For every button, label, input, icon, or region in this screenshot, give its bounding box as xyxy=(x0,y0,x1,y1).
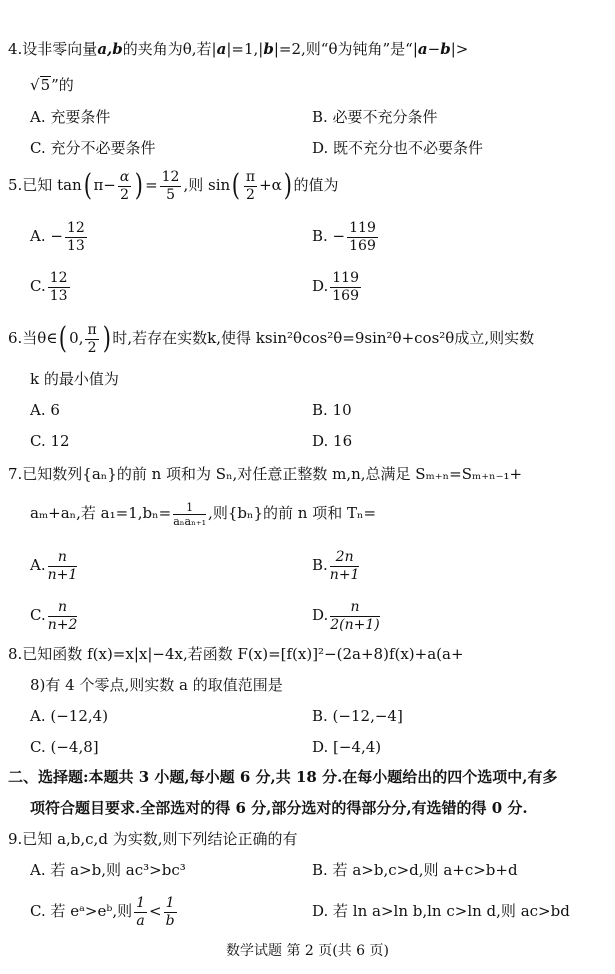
q4-option-b: B. 必要不充分条件 xyxy=(312,108,438,126)
q5-option-c: C. $\frac{12}{13}$ xyxy=(30,269,68,304)
q7-stem-line2: aₘ+aₙ,若 a₁=1,bₙ= $\frac{1}{\text{aₙaₙ₊₁}}$ ,则{bₙ}的前 n 项和 Tₙ= xyxy=(30,500,377,528)
q4-stem-line2: √5”的 xyxy=(30,76,74,94)
q6-option-a: A. 6 xyxy=(30,401,60,419)
q8-option-c: C. (−4,8] xyxy=(30,738,99,756)
sqrt-symbol: √ xyxy=(30,76,40,94)
section2-header-line2: 项符合题目要求.全部选对的得 6 分,部分选对的得部分分,有选错的得 0 分. xyxy=(30,799,528,817)
q4-option-d: D. 既不充分也不必要条件 xyxy=(312,139,484,157)
q8-option-d: D. [−4,4) xyxy=(312,738,382,756)
page-footer: 数学试题 第 2 页(共 6 页) xyxy=(226,943,389,959)
q9-option-d: D. 若 ln a>ln b,ln c>ln d,则 ac>bd xyxy=(312,902,570,920)
q7-stem-line1: 7.已知数列{aₙ}的前 n 项和为 Sₙ,对任意正整数 m,n,总满足 Sₘ₊ₙ=Sₘ₊ₙ₋₁+ xyxy=(8,465,523,483)
q5-option-d: D. $\frac{119}{169}$ xyxy=(312,269,359,304)
q5-option-b: B. − $\frac{119}{169}$ xyxy=(312,219,376,254)
q4-option-a: A. 充要条件 xyxy=(30,108,111,126)
q6-option-c: C. 12 xyxy=(30,432,70,450)
q5-stem: 5.已知 tan( π− $\frac{\alpha}{2}$ ) = $\frac{12}{5}$ ,则 sin( $\frac{\pi}{2}$ +α) 的值为 xyxy=(8,168,339,203)
q9-stem: 9.已知 a,b,c,d 为实数,则下列结论正确的有 xyxy=(8,830,298,848)
q6-stem-line2: k 的最小值为 xyxy=(30,370,119,388)
q7-option-c: C. $\frac{n}{n+2}$ xyxy=(30,598,78,633)
q8-option-a: A. (−12,4) xyxy=(30,707,109,725)
q6-stem-line1: 6.当θ∈( 0, $\frac{\pi}{2}$ ) 时,若存在实数k,使得 ksin²θcos²θ=9sin²θ+cos²θ成立,则实数 xyxy=(8,321,535,356)
q6-option-b: B. 10 xyxy=(312,401,352,419)
q7-option-d: D. $\frac{n}{2(n+1)}$ xyxy=(312,598,380,633)
q5-frac-alpha-2: $\frac{\alpha}{2}$ xyxy=(119,168,130,203)
q7-option-b: B. $\frac{2n}{n+1}$ xyxy=(312,548,360,583)
q5-frac-pi-2: $\frac{\pi}{2}$ xyxy=(245,168,256,203)
q9-option-c: C. 若 eᵃ>eᵇ,则 $\frac{1}{a}$ < $\frac{1}{b}$ xyxy=(30,894,175,929)
q8-option-b: B. (−12,−4] xyxy=(312,707,403,725)
q5-option-a: A. − $\frac{12}{13}$ xyxy=(30,219,85,254)
q9-option-a: A. 若 a>b,则 ac³>bc³ xyxy=(30,861,186,879)
q6-option-d: D. 16 xyxy=(312,432,353,450)
section2-header-line1: 二、选择题:本题共 3 小题,每小题 6 分,共 18 分.在每小题给出的四个选项中,有多 xyxy=(8,768,558,786)
q5-frac-12-5: $\frac{12}{5}$ xyxy=(161,168,180,203)
q8-stem-line1: 8.已知函数 f(x)=x|x|−4x,若函数 F(x)=[f(x)]²−(2a+8)f(x)+a(a+ xyxy=(8,645,464,663)
q9-option-b: B. 若 a>b,c>d,则 a+c>b+d xyxy=(312,861,518,879)
q4-option-c: C. 充分不必要条件 xyxy=(30,139,156,157)
q8-stem-line2: 8)有 4 个零点,则实数 a 的取值范围是 xyxy=(30,676,283,694)
q4-stem-line1: 4.设非零向量a,b的夹角为θ,若|a|=1,|b|=2,则“θ为钝角”是“|a−b|> xyxy=(8,40,469,58)
q7-option-a: A. $\frac{n}{n+1}$ xyxy=(30,548,78,583)
